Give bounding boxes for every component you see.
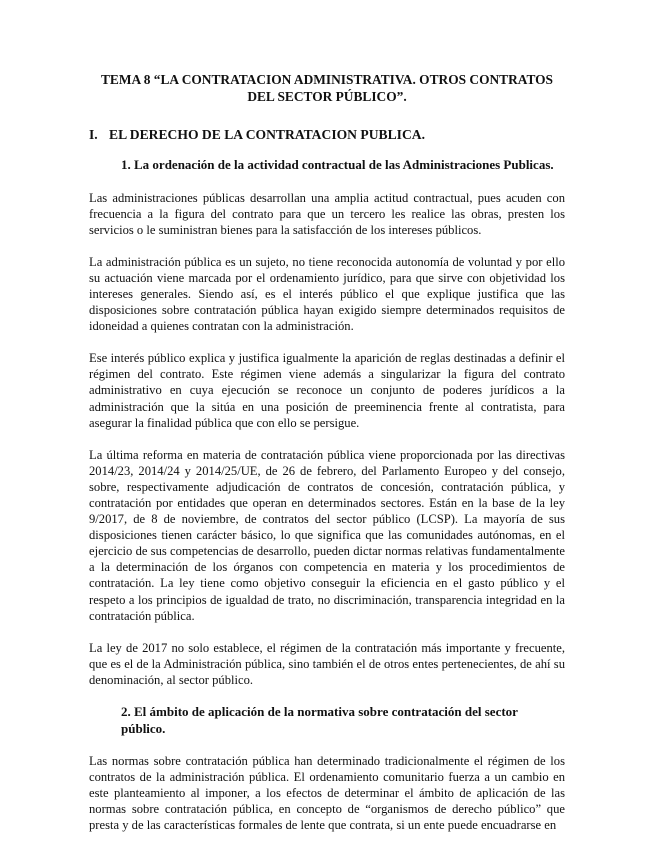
paragraph: Ese interés público explica y justifica igualmente la aparición de reglas destinadas a definir el régimen del contrato. Este régimen viene además a singularizar la figura del contrato administrativo en cuya ejecución se reconoce un conjunto de poderes jurídicos a la administración que la sitúa en una posición de preeminencia frente al contratista, para asegurar la finalidad pública que con ello se persigue.: [89, 351, 565, 430]
section-number: I.: [89, 127, 98, 142]
paragraph: La administración pública es un sujeto, no tiene reconocida autonomía de voluntad y por ello su actuación viene marcada por el ordenamiento jurídico, para que sirve con objetividad los intereses generales. Siendo así, es el interés público el que explique justifica que las disposiciones sobre contratación pública hayan exigido siempre determinados requisitos de idoneidad a quienes contratan con la administración.: [89, 254, 565, 334]
document-title: TEMA 8 “LA CONTRATACION ADMINISTRATIVA. OTROS CONTRATOS DEL SECTOR PÚBLICO”.: [100, 72, 553, 104]
paragraph: La última reforma en materia de contratación pública viene proporcionada por las directivas 2014/23, 2014/24 y 2014/25/UE, de 26 de febrero, del Parlamento Europeo y del consejo, sobre, respectivamente adjudicación de contratos de concesión, contratación pública, y contratación por entidades que operan en determinados sectores. Están en la base de la ley 9/2017, de 8 de noviembre, de contratos del sector público (LCSP). La mayoría de sus disposiciones tienen carácter básico, lo que significa que las comunidades autónomas, en el ejercicio de sus competencias de desarrollo, pueden dictar normas relativas fundamentalmente a la determinación de los órganos con competencia en materia y los procedimientos de contratación. La ley tiene como objetivo conseguir la eficiencia en el gasto público y el respeto a los principios de igualdad de trato, no discriminación, transparencia integridad en la contratación pública.: [89, 447, 565, 623]
paragraph: Las administraciones públicas desarrollan una amplia actitud contractual, pues acuden con frecuencia a la figura del contrato para que un tercero les realice las obras, presten los servicios o le suministran bienes para la satisfacción de los intereses públicos.: [89, 190, 565, 237]
subsection-heading-2: 2. El ámbito de aplicación de la normativa sobre contratación del sector público.: [121, 704, 518, 736]
paragraph: Las normas sobre contratación pública han determinado tradicionalmente el régimen de los contratos de la administración pública. El ordenamiento comunitario fuerza a un cambio en este planteamiento al imponer, a los efectos de determinar el ámbito de aplicación de las normas sobre contratación pública, en concepto de “organismos de derecho público” que presta y de las características formales de lente que contrata, si un ente puede encuadrarse en: [89, 754, 565, 833]
document-page: [89, 72, 565, 850]
paragraph: La ley de 2017 no solo establece, el régimen de la contratación más importante y frecuente, que es el de la Administración pública, sino también el de otros entes pertenecientes, de ahí su denominación, al sector público.: [89, 640, 565, 687]
section-heading-text: EL DERECHO DE LA CONTRATACION PUBLICA.: [109, 127, 425, 142]
section-heading: [89, 126, 565, 143]
subsection-heading-1: 1. La ordenación de la actividad contractual de las Administraciones Publicas.: [121, 157, 554, 172]
